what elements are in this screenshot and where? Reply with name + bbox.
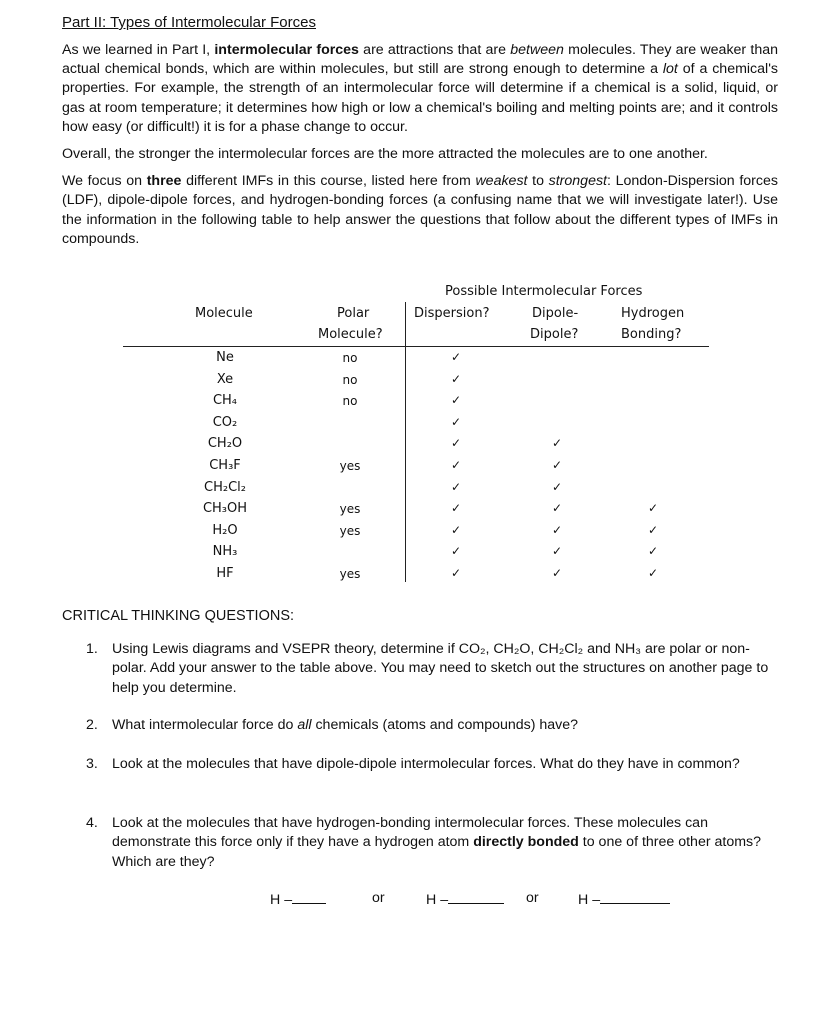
col-molecule-header: Molecule <box>195 306 253 321</box>
molecule-cell: CH₄ <box>212 393 238 409</box>
column-divider <box>405 302 406 582</box>
worksheet <box>62 14 778 257</box>
dispersion-check-icon: ✓ <box>450 371 462 386</box>
summary-paragraph: Overall, the stronger the intermolecular forces are the more attracted the molecules are to one another. <box>62 146 708 163</box>
polar-cell[interactable]: no <box>342 351 358 365</box>
molecule-cell: Xe <box>216 371 234 387</box>
polar-cell[interactable]: no <box>342 394 358 409</box>
imf-paragraph: We focus on three different IMFs in this course, listed here from weakest to strongest: London-Dispersion forces (LDF), dipole-dipole forces, and hydrogen-bonding forces (a confusing name that we will investigate later!). Use the information in the following table to help answer the questions that follow about the different types of IMFs in compounds. <box>62 173 778 247</box>
molecule-cell: H₂O <box>212 522 238 538</box>
dipole-check-icon: ✓ <box>551 501 563 516</box>
molecule-cell: NH₃ <box>212 544 238 560</box>
molecule-cell: HF <box>216 566 234 581</box>
dispersion-check-icon: ✓ <box>450 566 462 580</box>
dipole-check-icon: ✓ <box>551 479 563 494</box>
col-dipole-header-1: Dipole- <box>532 306 579 321</box>
group-header: Possible Intermolecular Forces <box>445 284 643 299</box>
molecule-cell: CO₂ <box>212 414 238 430</box>
dipole-check-icon: ✓ <box>551 544 563 559</box>
answer-blank-3[interactable]: H – <box>578 890 670 908</box>
polar-cell[interactable]: no <box>342 372 358 387</box>
hbond-check-icon: ✓ <box>647 544 659 559</box>
dipole-check-icon: ✓ <box>551 458 563 472</box>
col-hbond-header-1: Hydrogen <box>621 306 685 321</box>
dispersion-check-icon: ✓ <box>450 436 462 451</box>
header-rule <box>123 346 709 347</box>
molecule-cell: CH₂O <box>207 436 243 452</box>
hbond-check-icon: ✓ <box>647 566 659 580</box>
dispersion-check-icon: ✓ <box>450 522 462 537</box>
polar-cell[interactable]: yes <box>339 459 361 473</box>
molecule-cell: Ne <box>216 350 234 365</box>
dipole-check-icon: ✓ <box>551 566 563 580</box>
polar-cell[interactable]: yes <box>339 502 361 517</box>
dispersion-check-icon: ✓ <box>450 393 462 408</box>
molecule-cell: CH₃F <box>209 458 241 473</box>
intro-paragraph: As we learned in Part I, intermolecular forces are attractions that are between molecules. They are weaker than actual chemical bonds, which are within molecules, but still are strong enough to determine a lot of a chemical's properties. For example, the strength of an intermolecular force will determine if a chemical is a solid, liquid, or gas at room temperature; it determines how high or low a chemical's boiling and melting points are; and it controls how easy (or difficult!) it is for a phase change to occur. <box>62 42 778 135</box>
molecule-cell: CH₂Cl₂ <box>204 479 246 495</box>
answer-blank-2[interactable]: H – <box>426 890 504 908</box>
dipole-check-icon: ✓ <box>551 522 563 537</box>
col-hbond-header-2: Bonding? <box>621 327 682 342</box>
polar-cell[interactable]: yes <box>339 567 361 581</box>
molecule-cell: CH₃OH <box>202 501 248 517</box>
dispersion-check-icon: ✓ <box>450 479 462 494</box>
imf-table <box>120 284 710 584</box>
or-label-1: or <box>372 890 385 906</box>
col-dispersion-header: Dispersion? <box>414 306 490 321</box>
polar-cell[interactable]: yes <box>339 523 361 538</box>
col-polar-header-1: Polar <box>337 306 370 321</box>
col-polar-header-2: Molecule? <box>318 327 383 342</box>
or-label-2: or <box>526 890 539 906</box>
dispersion-check-icon: ✓ <box>450 501 462 516</box>
dispersion-check-icon: ✓ <box>450 544 462 559</box>
answer-blank-1[interactable]: H – <box>270 890 326 908</box>
dispersion-check-icon: ✓ <box>450 458 462 472</box>
hbond-check-icon: ✓ <box>647 522 659 537</box>
critical-thinking-title: CRITICAL THINKING QUESTIONS: <box>62 608 295 624</box>
col-dipole-header-2: Dipole? <box>530 327 579 342</box>
section-heading: Part II: Types of Intermolecular Forces <box>62 14 316 31</box>
dipole-check-icon: ✓ <box>551 436 563 451</box>
dispersion-check-icon: ✓ <box>450 350 462 364</box>
dispersion-check-icon: ✓ <box>450 414 462 429</box>
hbond-check-icon: ✓ <box>647 501 659 516</box>
